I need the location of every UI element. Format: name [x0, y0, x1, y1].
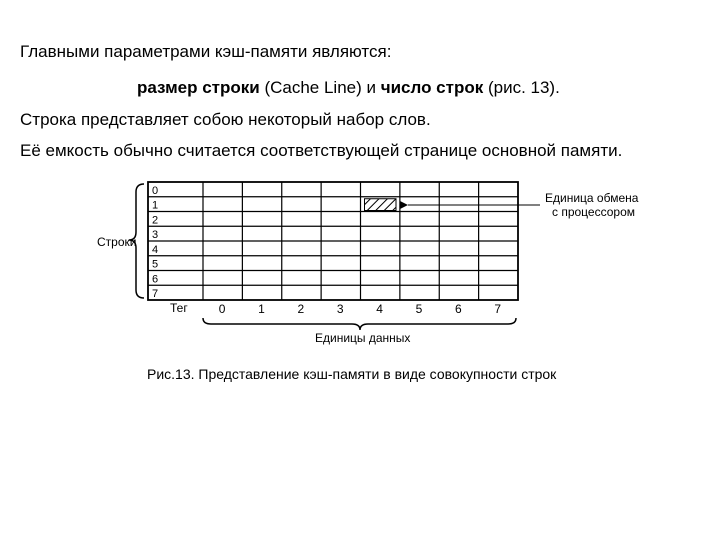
exchange-unit-label: Единица обмена	[545, 191, 639, 205]
row-number: 5	[152, 258, 159, 271]
row-numbers	[152, 185, 158, 300]
row-number: 3	[152, 229, 159, 241]
intro-line: Главными параметрами кэш-памяти являются:	[20, 42, 392, 61]
row-number: 7	[152, 288, 159, 300]
column-number: 0	[218, 302, 226, 316]
line-size-term: размер строки	[137, 78, 260, 97]
row-number: 0	[152, 184, 159, 197]
row-number: 6	[152, 273, 159, 286]
column-number: 4	[376, 302, 383, 316]
column-numbers	[219, 302, 502, 316]
rows-label: Строки	[97, 235, 137, 249]
line-definition: Строка представляет собою некоторый набор слов.	[20, 110, 431, 129]
column-number: 7	[494, 302, 501, 316]
column-number: 3	[336, 302, 344, 316]
column-number: 5	[415, 302, 423, 316]
row-number: 1	[152, 199, 159, 212]
column-number: 1	[258, 302, 265, 316]
data-units-brace	[203, 318, 516, 330]
params-mid-text: (Cache Line) и	[259, 78, 381, 97]
cache-grid	[148, 182, 518, 300]
exchange-unit-cell	[365, 199, 397, 211]
line-capacity: Её емкость обычно считается соответствующей странице основной памяти.	[20, 141, 623, 160]
line-count-term: число строк	[380, 78, 484, 97]
data-units-label: Единицы данных	[315, 331, 411, 345]
exchange-unit-label-2: с процессором	[552, 205, 635, 219]
figure-caption: Рис.13. Представление кэш-памяти в виде совокупности строк	[147, 366, 557, 382]
column-number: 2	[297, 302, 305, 316]
column-number: 6	[454, 302, 462, 316]
tag-label: Тег	[170, 301, 188, 315]
row-number: 4	[152, 243, 159, 256]
row-number: 2	[152, 214, 159, 227]
params-end-text: (рис. 13).	[483, 78, 560, 97]
